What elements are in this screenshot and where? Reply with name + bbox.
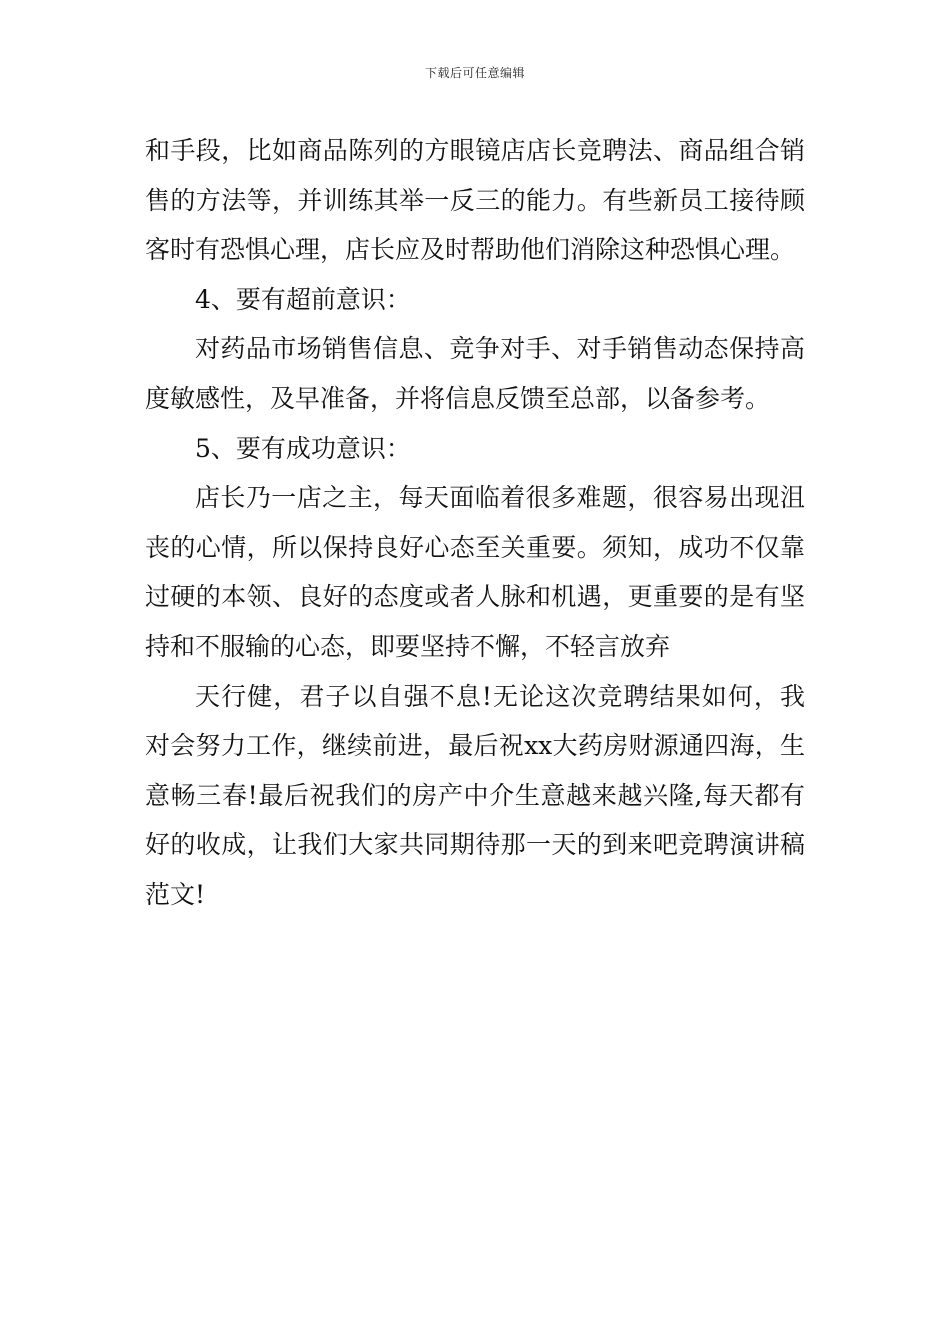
- paragraph-continuation: 和手段，比如商品陈列的方眼镜店店长竞聘法、商品组合销售的方法等，并训练其举一反三的能力。有些新员工接待顾客时有恐惧心理，店长应及时帮助他们消除这种恐惧心理。: [145, 136, 805, 265]
- paragraph-success-mindset: 店长乃一店之主，每天面临着很多难题，很容易出现沮丧的心情，所以保持良好心态至关重要。须知，成功不仅靠过硬的本领、良好的态度或者人脉和机遇，更重要的是有坚持和不服输的心态，即要坚持不懈，不轻言放弃: [145, 483, 805, 661]
- paragraph-heading-5: 5、要有成功意识：: [195, 433, 411, 463]
- paragraph-closing: 天行健，君子以自强不息!无论这次竞聘结果如何，我对会努力工作，继续前进，最后祝xx大药房财源通四海，生意畅三春!最后祝我们的房产中介生意越来越兴隆,每天都有好的收成，让我们大家共同期待那一天的到来吧竞聘演讲稿范文!: [145, 681, 805, 909]
- page-header: 下载后可任意编辑: [424, 66, 525, 80]
- paragraph-heading-4: 4、要有超前意识：: [195, 284, 411, 314]
- paragraph-market-awareness: 对药品市场销售信息、竞争对手、对手销售动态保持高度敏感性，及早准备，并将信息反馈至总部，以备参考。: [145, 334, 805, 413]
- document-body: [145, 126, 805, 920]
